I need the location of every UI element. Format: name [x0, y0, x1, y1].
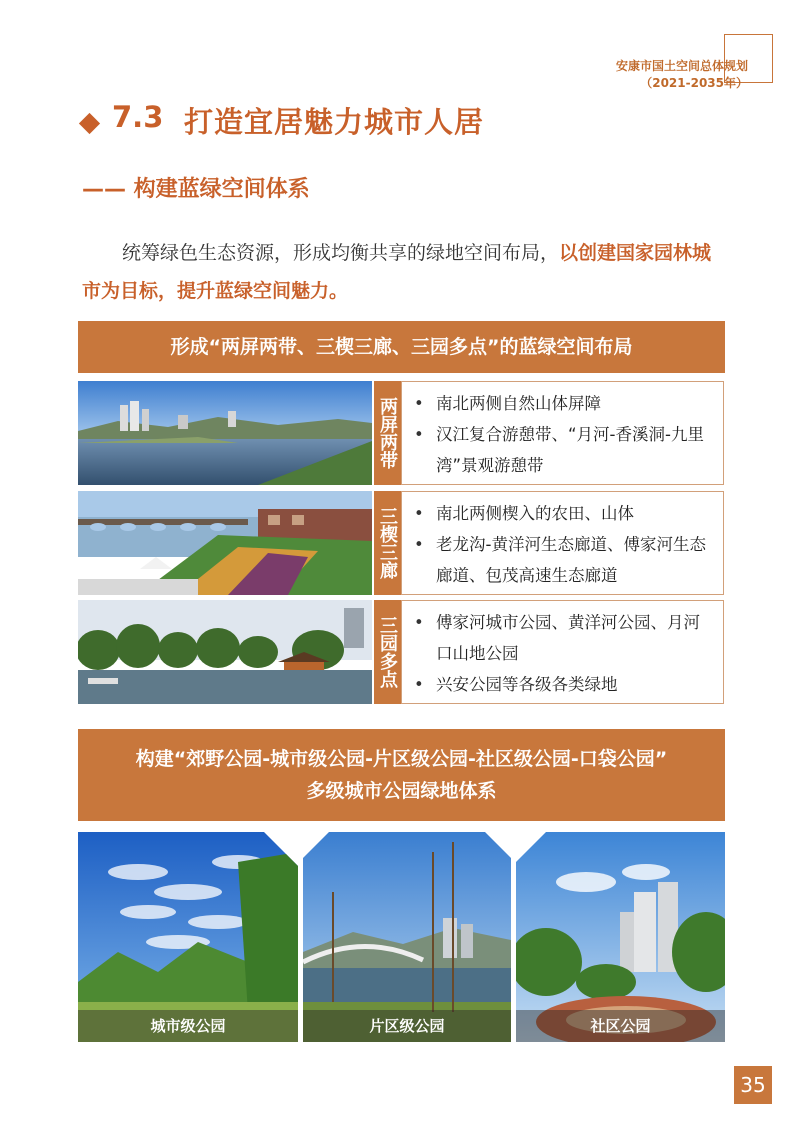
photo-label: 片区级公园 — [303, 1010, 511, 1042]
section-title: 打造宜居魅力城市人居 — [184, 105, 485, 139]
intro-paragraph — [82, 234, 722, 310]
row-content-three-wedges — [401, 491, 724, 595]
list-item: • 南北两侧自然山体屏障 — [402, 388, 715, 419]
river-city-photo — [78, 381, 372, 485]
layout-banner: 形成“两屏两带、三楔三廊、三园多点”的蓝绿空间布局 — [78, 321, 725, 373]
diamond-bullet-icon — [79, 113, 100, 134]
list-item: • 老龙沟-黄洋河生态廊道、傅家河生态廊道、包茂高速生态廊道 — [402, 529, 715, 591]
subsection-title: —— 构建蓝绿空间体系 — [82, 177, 310, 202]
district-park-photo — [303, 832, 511, 1042]
community-park-photo — [516, 832, 725, 1042]
photo-label: 社区公园 — [516, 1010, 725, 1042]
document-header — [616, 58, 748, 92]
row-tag-three-parks: 三园多点 — [374, 600, 401, 704]
park-system-banner-line2: 多级城市公园绿地体系 — [306, 780, 497, 802]
row-tag-two-screens: 两屏两带 — [374, 381, 401, 485]
list-item: • 南北两侧楔入的农田、山体 — [402, 498, 715, 529]
list-item: • 汉江复合游憩带、“月河-香溪洞-九里湾”景观游憩带 — [402, 419, 715, 481]
intro-text: 统筹绿色生态资源，形成均衡共享的绿地空间布局， — [122, 242, 560, 264]
park-system-banner-line1: 构建“郊野公园-城市级公园-片区级公园-社区级公园-口袋公园” — [135, 748, 668, 770]
park-lake-photo — [78, 600, 372, 704]
park-system-banner — [78, 729, 725, 821]
list-item: • 兴安公园等各级各类绿地 — [402, 669, 715, 700]
list-item: • 傅家河城市公园、黄洋河公园、月河口山地公园 — [402, 607, 715, 669]
row-tag-three-wedges: 三楔三廊 — [374, 491, 401, 595]
row-content-two-screens — [401, 381, 724, 485]
document-years: （2021-2035年） — [640, 76, 748, 90]
intro-highlight: 以创建国家园林城市为目标，提升蓝绿空间魅力。 — [82, 242, 712, 302]
document-title: 安康市国土空间总体规划 — [615, 59, 748, 73]
city-park-photo — [78, 832, 298, 1042]
bridge-garden-photo — [78, 491, 372, 595]
photo-label: 城市级公园 — [78, 1010, 298, 1042]
row-content-three-parks — [401, 600, 724, 704]
section-number: 7.3 — [112, 100, 164, 134]
page-number: 35 — [734, 1066, 772, 1104]
